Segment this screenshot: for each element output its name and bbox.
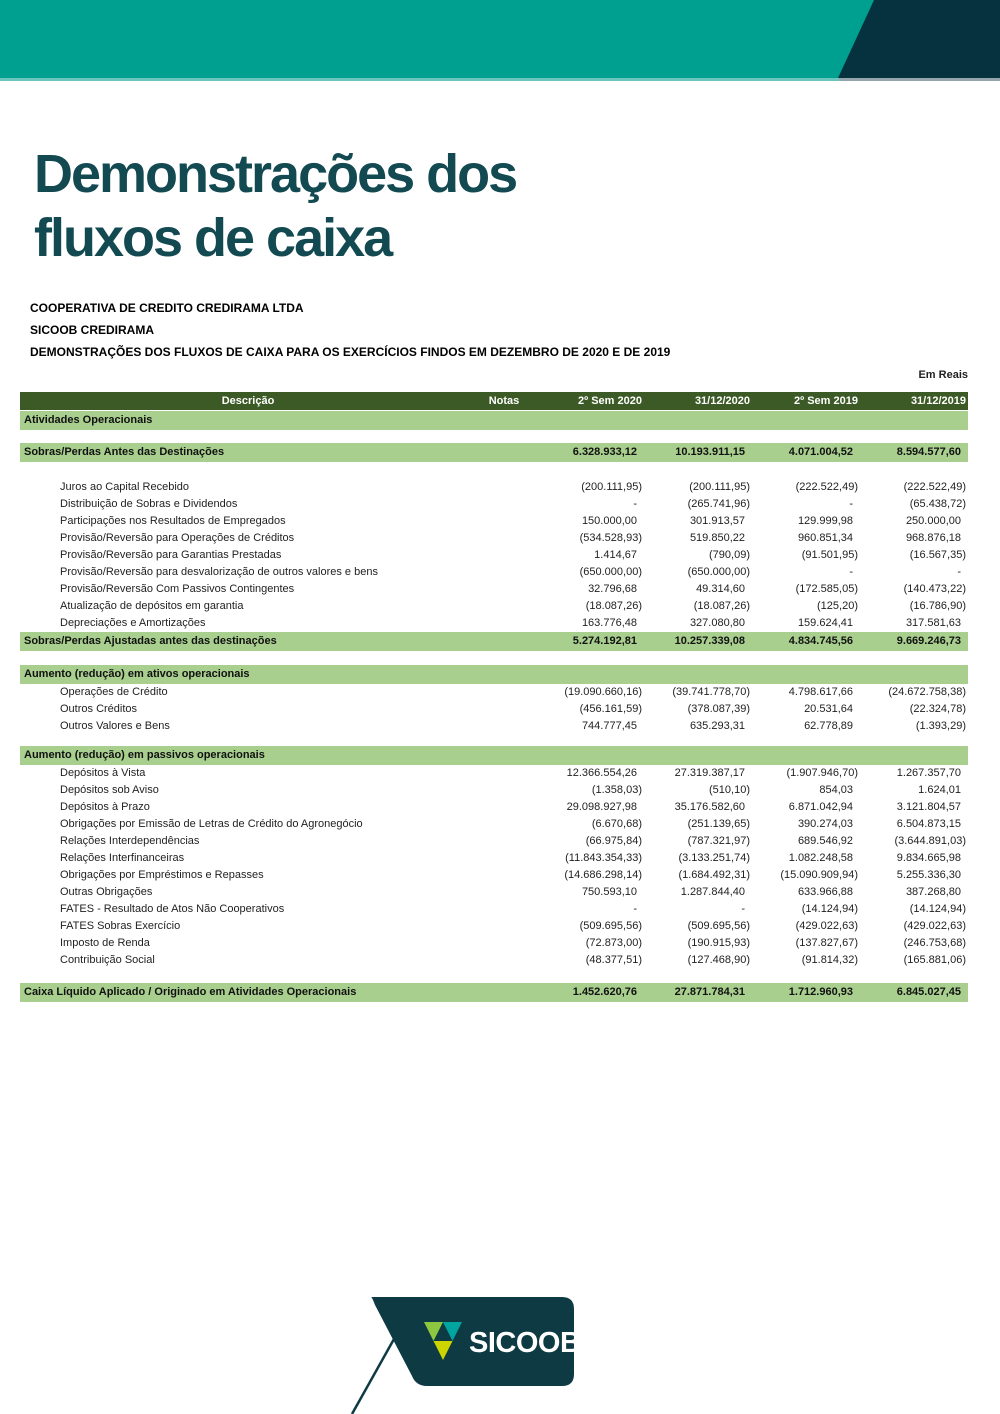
row-notas [472,479,536,496]
row-value: 519.850,22 [689,532,745,544]
row-value: (200.111,95) [689,481,750,493]
row-notas [472,746,536,765]
row-notas [472,411,536,430]
row-value: 35.176.582,60 [674,801,745,813]
spacer-row [20,462,968,479]
company-trade-name: SICOOB CREDIRAMA [30,323,155,337]
row-value: (14.124,94) [801,903,858,915]
row-value: - [849,566,853,578]
row-notas [472,615,536,632]
row-value: (137.827,67) [795,937,858,949]
row-label: Depreciações e Amortizações [60,617,206,629]
item-row [20,884,968,901]
row-label: Provisão/Reversão Com Passivos Contingentes [60,583,295,595]
row-label: Aumento (redução) em ativos operacionais [24,668,250,680]
row-label: Provisão/Reversão para Garantias Prestadas [60,549,282,561]
row-value: 1.414,67 [594,549,637,561]
row-notas [472,718,536,735]
row-notas [472,513,536,530]
row-value: (650.000,00) [579,566,642,578]
row-value: 1.082.248,58 [788,852,853,864]
row-value: 6.328.933,12 [572,446,637,458]
row-value: (11.843.354,33) [565,852,642,864]
row-value: 1.267.357,70 [896,767,961,779]
row-value: 49.314,60 [696,583,745,595]
row-value: 6.504.873,15 [896,818,961,830]
row-label: Provisão/Reversão para Operações de Créditos [60,532,295,544]
row-value: 387.268,80 [905,886,961,898]
row-value [860,411,968,430]
banner-underline-teal [0,78,839,81]
spacer-row [20,430,968,443]
row-value: - [849,498,853,510]
row-value: (172.585,05) [795,583,858,595]
row-value [860,665,968,684]
item-row [20,581,968,598]
row-value: (14.686.298,14) [564,869,642,881]
row-label: Operações de Crédito [60,686,168,698]
row-value: (127.468,90) [687,954,750,966]
row-value: (534.528,93) [579,532,642,544]
banner-underline-gray [839,78,1000,81]
row-notas [472,901,536,918]
row-value: 4.071.004,52 [788,446,853,458]
row-notas [472,765,536,782]
row-label: Obrigações por Empréstimos e Repasses [60,869,264,881]
row-label: Provisão/Reversão para desvalorização de outros valores e bens [60,566,378,578]
row-label: Depósitos à Vista [60,767,146,779]
row-value [752,411,860,430]
row-value: 750.593,10 [581,886,637,898]
page-title-line2: fluxos de caixa [34,208,392,268]
row-value: (72.873,00) [585,937,642,949]
column-header-notas: Notas [488,395,520,407]
total-row [20,632,968,651]
row-value: 163.776,48 [581,617,637,629]
row-value: (3.644.891,03) [894,835,966,847]
sicoob-logo-text: SICOOB [469,1327,581,1359]
row-label: FATES Sobras Exercício [60,920,181,932]
row-value: (222.522,49) [795,481,858,493]
row-value: (48.377,51) [585,954,642,966]
row-value: (222.522,49) [903,481,966,493]
item-row [20,496,968,513]
row-notas [472,884,536,901]
row-value: 27.319.387,17 [674,767,745,779]
item-row [20,765,968,782]
row-notas [472,850,536,867]
row-value: (14.124,94) [909,903,966,915]
column-header-sem2019: 2º Sem 2019 [794,395,858,407]
row-value: (6.670,68) [591,818,642,830]
column-header-descricao: Descrição [221,395,275,407]
page-title [34,142,516,270]
footer-brand [0,1294,1000,1414]
row-notas [472,918,536,935]
row-value: (456.161,59) [579,703,642,715]
row-value: 10.193.911,15 [675,446,745,458]
total-row [20,443,968,462]
row-value: 4.798.617,66 [788,686,853,698]
row-value: (650.000,00) [687,566,750,578]
row-value: 32.796,68 [588,583,637,595]
row-value: - [957,566,961,578]
row-label: Distribuição de Sobras e Dividendos [60,498,238,510]
row-notas [472,665,536,684]
row-value: (378.087,39) [687,703,750,715]
row-value: (509.695,56) [579,920,642,932]
column-header-31122019: 31/12/2019 [910,395,966,407]
row-value: (790,09) [709,549,750,561]
item-row [20,782,968,799]
item-row [20,867,968,884]
row-value [644,746,752,765]
row-value: (246.753,68) [903,937,966,949]
row-value: 1.624,01 [918,784,961,796]
row-value [860,746,968,765]
row-notas [472,701,536,718]
row-value: 62.778,89 [804,720,853,732]
row-value: (1.684.492,31) [678,869,750,881]
row-value: (429.022,63) [903,920,966,932]
row-value: 744.777,45 [581,720,637,732]
spacer-row [20,651,968,665]
row-value: (18.087,26) [693,600,750,612]
row-value: 6.871.042,94 [788,801,853,813]
cash-flow-table [20,392,968,1002]
row-value: 1.712.960,93 [788,986,853,998]
table-body [20,411,968,1002]
row-value [536,746,644,765]
page-title-line1: Demonstrações dos [34,144,517,204]
row-notas [472,564,536,581]
row-value: 1.287.844,40 [680,886,745,898]
row-label: Aumento (redução) em passivos operacionais [24,749,265,761]
row-label: Relações Interfinanceiras [60,852,185,864]
row-value: 9.834.665,98 [896,852,961,864]
row-value [536,665,644,684]
row-value: (1.393,29) [915,720,966,732]
company-name: COOPERATIVA DE CREDITO CREDIRAMA LTDA [30,301,304,315]
row-value: - [741,903,745,915]
row-notas [472,799,536,816]
footer-diagonal-line [352,1339,394,1414]
spacer-row [20,735,968,746]
row-value: (251.139,65) [687,818,750,830]
row-label: Atividades Operacionais [24,414,153,426]
column-header-31122020: 31/12/2020 [694,395,750,407]
row-value: (19.090.660,16) [564,686,642,698]
row-value: 5.255.336,30 [896,869,961,881]
item-row [20,935,968,952]
row-value: 633.966,88 [797,886,853,898]
row-value: 5.274.192,81 [572,635,637,647]
row-value: (190.915,93) [687,937,750,949]
row-value [752,746,860,765]
row-label: Contribuição Social [60,954,155,966]
spacer-row [20,969,968,983]
row-label: Atualização de depósitos em garantia [60,600,244,612]
statement-subtitle: DEMONSTRAÇÕES DOS FLUXOS DE CAIXA PARA OS EXERCÍCIOS FINDOS EM DEZEMBRO DE 2020 E DE 2019 [30,345,671,359]
row-value: - [633,498,637,510]
section-row [20,665,968,684]
item-row [20,816,968,833]
row-value: 159.624,41 [797,617,853,629]
row-label: Imposto de Renda [60,937,150,949]
row-value: 1.452.620,76 [572,986,637,998]
row-label: Participações nos Resultados de Empregados [60,515,286,527]
row-value: 968.876,18 [905,532,961,544]
item-row [20,479,968,496]
row-value: (125,20) [817,600,858,612]
item-row [20,598,968,615]
row-value: (509.695,56) [687,920,750,932]
row-value: 150.000,00 [581,515,637,527]
item-row [20,901,968,918]
row-label: Caixa Líquido Aplicado / Originado em Atividades Operacionais [24,986,357,998]
item-row [20,952,968,969]
row-notas [472,952,536,969]
section-row [20,411,968,430]
row-value: 301.913,57 [689,515,745,527]
row-value: 390.274,03 [797,818,853,830]
row-value [644,665,752,684]
item-row [20,513,968,530]
row-label: Outras Obrigações [60,886,153,898]
row-notas [472,496,536,513]
row-notas [472,684,536,701]
row-value: (429.022,63) [795,920,858,932]
row-notas [472,816,536,833]
row-value: (140.473,22) [903,583,966,595]
row-notas [472,443,536,462]
row-notas [472,581,536,598]
row-value: 960.851,34 [797,532,853,544]
row-label: Sobras/Perdas Ajustadas antes das destinações [24,635,277,647]
row-value: 129.999,98 [797,515,853,527]
row-value: (265.741,96) [687,498,750,510]
row-value: (200.111,95) [581,481,642,493]
row-value: 3.121.804,57 [896,801,961,813]
row-value: (66.975,84) [585,835,642,847]
item-row [20,833,968,850]
row-value: (16.786,90) [909,600,966,612]
row-value: (165.881,06) [903,954,966,966]
row-notas [472,547,536,564]
row-value: 8.594.577,60 [896,446,961,458]
row-label: Outros Créditos [60,703,138,715]
row-value: (24.672.758,38) [888,686,966,698]
banner-dark-parallelogram [820,0,1000,78]
row-value: 854,03 [819,784,853,796]
row-value: (1.358,03) [591,784,642,796]
item-row [20,564,968,581]
column-header-sem2020: 2º Sem 2020 [578,395,642,407]
row-value: (18.087,26) [585,600,642,612]
row-label: Juros ao Capital Recebido [60,481,190,493]
row-value: (91.501,95) [801,549,858,561]
company-heading [30,297,670,363]
item-row [20,530,968,547]
row-value: 689.546,92 [797,835,853,847]
top-banner [0,0,1000,78]
row-value: 635.293,31 [689,720,745,732]
row-notas [472,833,536,850]
row-value [644,411,752,430]
row-value: 6.845.027,45 [896,986,961,998]
row-notas [472,530,536,547]
item-row [20,615,968,632]
currency-unit-label: Em Reais [918,369,968,381]
row-notas [472,632,536,651]
row-value: 317.581,63 [905,617,961,629]
item-row [20,718,968,735]
item-row [20,684,968,701]
total-row [20,983,968,1002]
row-value: (3.133.251,74) [678,852,750,864]
row-value: (510,10) [709,784,750,796]
row-notas [472,983,536,1002]
row-value: (65.438,72) [909,498,966,510]
row-label: Obrigações por Emissão de Letras de Crédito do Agronegócio [60,818,363,830]
row-notas [472,598,536,615]
row-value: (1.907.946,70) [786,767,858,779]
row-value [752,665,860,684]
row-value: (15.090.909,94) [780,869,858,881]
row-value: 29.098.927,98 [566,801,637,813]
row-value: 4.834.745,56 [788,635,853,647]
row-label: Outros Valores e Bens [60,720,170,732]
row-value: (91.814,32) [801,954,858,966]
row-notas [472,867,536,884]
row-value: 20.531,64 [804,703,853,715]
row-value: - [633,903,637,915]
row-value: (787.321,97) [687,835,750,847]
row-label: Depósitos sob Aviso [60,784,159,796]
row-value: (22.324,78) [909,703,966,715]
row-value: 250.000,00 [905,515,961,527]
row-label: Relações Interdependências [60,835,200,847]
row-value: (16.567,35) [909,549,966,561]
row-label: Depósitos à Prazo [60,801,150,813]
item-row [20,547,968,564]
row-value: 27.871.784,31 [674,986,745,998]
item-row [20,918,968,935]
row-notas [472,782,536,799]
item-row [20,850,968,867]
section-row [20,746,968,765]
item-row [20,701,968,718]
table-header-row [20,392,968,410]
row-notas [472,935,536,952]
row-value: (39.741.778,70) [672,686,750,698]
row-value: 327.080,80 [689,617,745,629]
row-value: 10.257.339,08 [674,635,745,647]
row-label: Sobras/Perdas Antes das Destinações [24,446,225,458]
row-label: FATES - Resultado de Atos Não Cooperativos [60,903,285,915]
row-value [536,411,644,430]
row-value: 12.366.554,26 [566,767,637,779]
row-value: 9.669.246,73 [896,635,961,647]
item-row [20,799,968,816]
